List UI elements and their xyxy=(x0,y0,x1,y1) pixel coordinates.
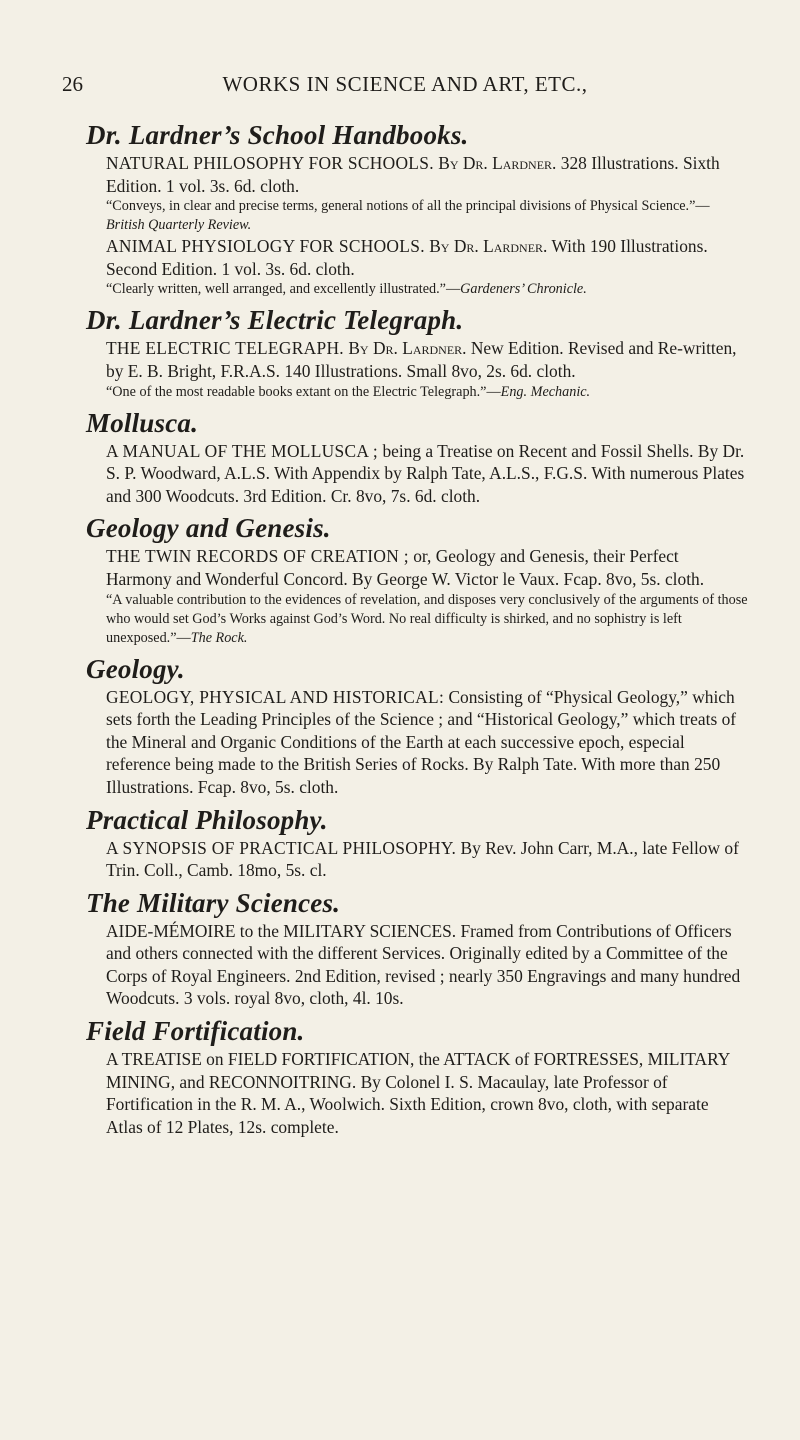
page-number: 26 xyxy=(62,72,83,96)
catalogue-entry xyxy=(86,440,748,508)
entry-review: “One of the most readable books extant on the Electric Telegraph.”— xyxy=(106,383,501,400)
entry-details: Consisting of “Physical Geology,” which sets forth the Leading Principles of the Science ; and “Historical Geology,” which treats of the Mineral and Organic Conditions of the Earth at each successive epoch, especial reference being made to the British Series of Rocks. By Ralph Tate. With more than 250 Illustrations. Fcap. 8vo, 5s. cloth. xyxy=(106,686,737,797)
running-title: WORKS IN SCIENCE AND ART, ETC., xyxy=(222,72,588,96)
section-mollusca xyxy=(86,406,748,508)
entry-title: A TREATISE on FIELD FORTIFICATION, the ATTACK of FORTRESSES, MILITARY MINING, and RECONNOITRING. xyxy=(106,1049,730,1092)
entry-review: “Conveys, in clear and precise terms, general notions of all the principal divisions of Physical Science.”— xyxy=(106,198,710,215)
entry-review: “Clearly written, well arranged, and excellently illustrated.”— xyxy=(106,281,461,298)
entry-details: 328 Illustrations. Sixth Edition. 1 vol. 3s. 6d. cloth. xyxy=(106,153,720,196)
catalogue-entry xyxy=(86,837,748,882)
catalogue-entry xyxy=(86,235,748,299)
entry-details: or, Geology and Genesis, their Perfect Harmony and Wonderful Concord. By George W. Victor le Vaux. Fcap. 8vo, 5s. cloth. xyxy=(106,546,705,589)
entry-author: By Dr. Lardner. xyxy=(438,153,557,173)
section-field-fortification xyxy=(86,1014,748,1138)
review-source: Gardeners’ Chronicle. xyxy=(460,281,587,298)
section-geology-and-genesis xyxy=(86,511,748,647)
entry-details: New Edition. Revised and Re-written, by E. B. Bright, F.R.A.S. 140 Illustrations. Small 8vo, 2s. 6d. cloth. xyxy=(106,338,737,381)
catalogue-entry xyxy=(86,686,748,799)
entry-author: By Dr. Lardner. xyxy=(348,338,467,359)
entry-title: THE TWIN RECORDS OF CREATION ; xyxy=(106,546,409,567)
section-title: Practical Philosophy. xyxy=(86,804,328,835)
section-geology xyxy=(86,652,748,799)
entry-title: ANIMAL PHYSIOLOGY FOR SCHOOLS. xyxy=(106,236,425,257)
section-military-sciences xyxy=(86,886,748,1010)
review-source: The Rock. xyxy=(190,629,248,646)
entry-title: THE ELECTRIC TELEGRAPH. xyxy=(106,338,344,359)
entry-title: GEOLOGY, PHYSICAL AND HISTORICAL: xyxy=(106,686,445,707)
catalogue-entry xyxy=(86,920,748,1010)
section-title: Mollusca. xyxy=(86,407,199,438)
entry-title: A SYNOPSIS OF PRACTICAL PHILOSOPHY. xyxy=(106,837,457,858)
entry-details: By Colonel I. S. Macaulay, late Professor of Fortification in the R. M. A., Woolwich. Sixth Edition, crown 8vo, cloth, with separate Atlas of 12 Plates, 12s. complete. xyxy=(106,1071,709,1137)
catalogue-entry xyxy=(86,545,748,647)
section-lardner-electric-telegraph xyxy=(86,303,748,401)
catalogue-entry xyxy=(86,337,748,401)
section-title: Geology. xyxy=(86,653,185,684)
section-title: Field Fortification. xyxy=(86,1016,305,1047)
review-source: Eng. Mechanic. xyxy=(500,383,591,400)
section-title: Geology and Genesis. xyxy=(86,513,331,544)
entry-details: With 190 Illustrations. Second Edition. 1 vol. 3s. 6d. cloth. xyxy=(106,236,708,279)
catalogue-content xyxy=(86,118,748,1142)
entry-details: being a Treatise on Recent and Fossil Shells. By Dr. S. P. Woodward, A.L.S. With Appendix by Ralph Tate, A.L.S., F.G.S. With numerous Plates and 300 Woodcuts. 3rd Edition. Cr. 8vo, 7s. 6d. cloth. xyxy=(106,440,745,506)
entry-title: NATURAL PHILOSOPHY FOR SCHOOLS. xyxy=(106,153,434,173)
catalogue-entry xyxy=(86,1048,748,1138)
catalogue-entry xyxy=(86,152,748,235)
section-title: The Military Sciences. xyxy=(86,887,341,918)
entry-title: AIDE-MÉMOIRE to the MILITARY SCIENCES. xyxy=(106,920,457,941)
entry-details: By Rev. John Carr, M.A., late Fellow of Trin. Coll., Camb. 18mo, 5s. cl. xyxy=(106,837,739,881)
entry-review: “A valuable contribution to the evidences of revelation, and disposes very conclusively of the arguments of those who would set God’s Works against God’s Word. No real difficulty is shirked, and no sophistry is left unexposed.”— xyxy=(106,591,748,646)
section-lardner-school-handbooks xyxy=(86,118,748,299)
section-practical-philosophy xyxy=(86,803,748,882)
section-title: Dr. Lardner’s Electric Telegraph. xyxy=(86,305,464,336)
entry-title: A MANUAL OF THE MOLLUSCA ; xyxy=(106,440,379,461)
entry-author: By Dr. Lardner. xyxy=(429,236,548,257)
review-source: British Quarterly Review. xyxy=(106,217,252,234)
running-head xyxy=(62,72,748,108)
section-title: Dr. Lardner’s School Handbooks. xyxy=(86,120,469,150)
entry-details: Framed from Contributions of Officers and others connected with the different Services. Originally edited by a Committee of the Corps of Royal Engineers. 2nd Edition, revised ; nearly 350 Engravings and many hundred Woodcuts. 3 vols. royal 8vo, cloth, 4l. 10s. xyxy=(106,920,741,1009)
